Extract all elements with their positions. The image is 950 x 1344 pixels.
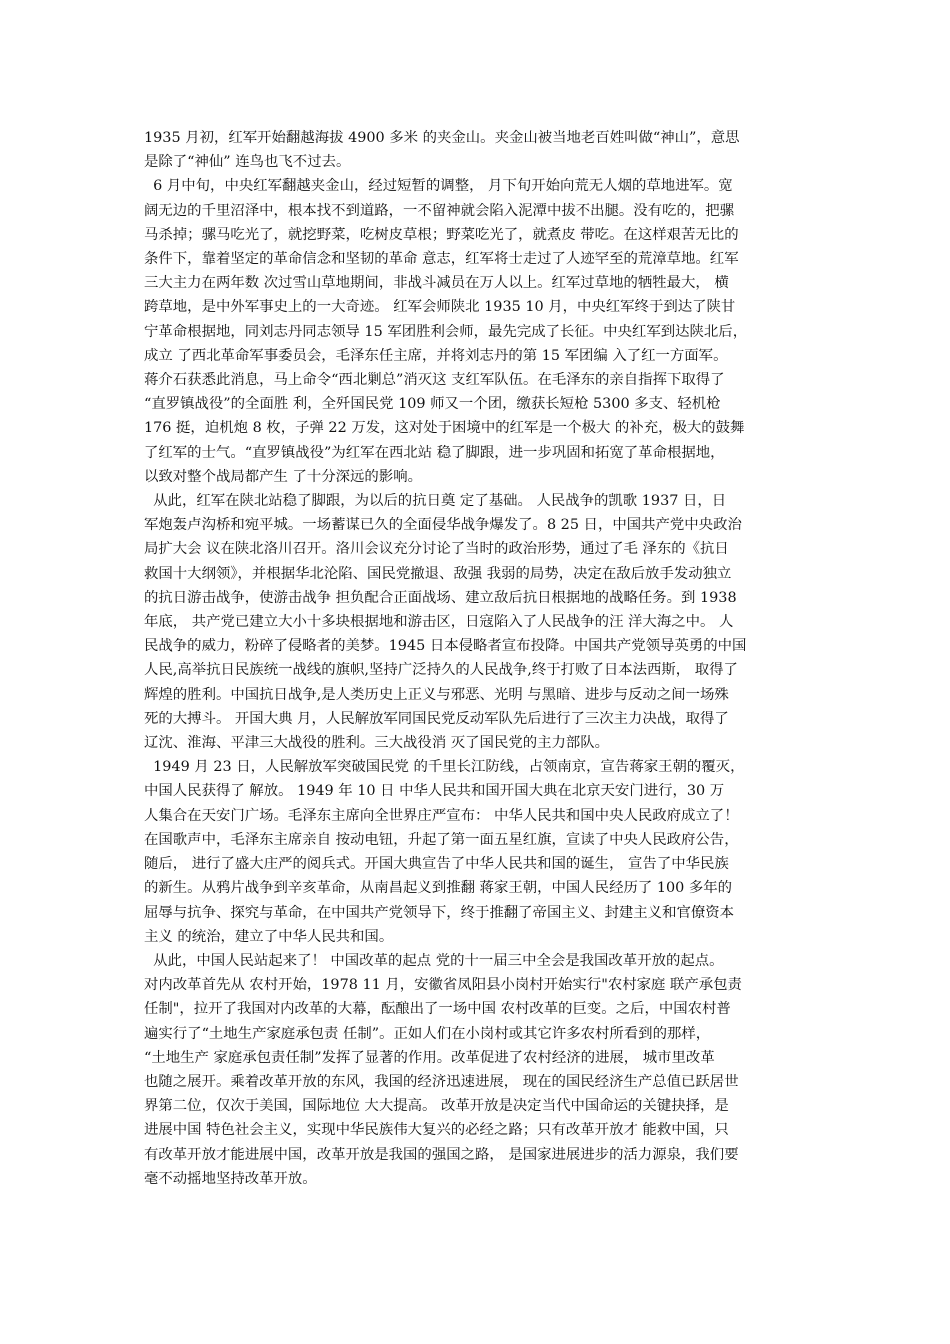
text-line: 随后， 进行了盛大庄严的阅兵式。开国大典宣告了中华人民共和国的诞生， 宣告了中华民族 bbox=[144, 856, 729, 873]
text-line: 辽沈、淮海、平津三大战役的胜利。三大战役消 灭了国民党的主力部队。 bbox=[144, 735, 610, 752]
text-line: 中国人民获得了 解放。 1949 年 10 日 中华人民共和国开国大典在北京天安门进行，30 万 bbox=[144, 783, 725, 800]
text-line: 有改革开放才能进展中国，改革开放是我国的强国之路， 是国家进展进步的活力源泉，我们要 bbox=[144, 1146, 739, 1163]
text-line: 也随之展开。乘着改革开放的东风，我国的经济迅速进展， 现在的国民经济生产总值已跃居世 bbox=[144, 1073, 739, 1090]
text-line: 的抗日游击战争，使游击战争 担负配合正面战场、建立敌后抗日根据地的战略任务。到 1938 bbox=[144, 589, 737, 606]
text-line: 对内改革首先从 农村开始，1978 11 月，安徽省凤阳县小岗村开始实行"农村家庭 联产承包责 bbox=[144, 977, 742, 994]
text-line: 民战争的威力，粉碎了侵略者的美梦。1945 日本侵略者宣布投降。中国共产党领导英勇的中国 bbox=[144, 638, 747, 655]
text-line: 在国歌声中，毛泽东主席亲自 按动电钮，升起了第一面五星红旗，宣读了中央人民政府公告， bbox=[144, 831, 739, 848]
text-line: 人民,高举抗日民族统一战线的旗帜,坚持广泛持久的人民战争,终于打败了日本法西斯， 取得了 bbox=[144, 662, 738, 679]
text-line: “土地生产 家庭承包责任制”发挥了显著的作用。改革促进了农村经济的进展， 城市里改革 bbox=[144, 1049, 715, 1066]
text-line: 屈辱与抗争、探究与革命，在中国共产党领导下，终于推翻了帝国主义、封建主义和官僚资本 bbox=[144, 904, 735, 921]
text-line: 辉煌的胜利。中国抗日战争,是人类历史上正义与邪恶、光明 与黑暗、进步与反动之间一场殊 bbox=[144, 686, 729, 703]
text-line: 救国十大纲领》，并根据华北沦陷、国民党撤退、敌强 我弱的局势，决定在敌后放手发动独立 bbox=[144, 565, 732, 582]
text-line: 蒋介石获悉此消息，马上命令“西北剿总”消灭这 支红军队伍。在毛泽东的亲自指挥下取得了 bbox=[144, 372, 725, 389]
text-line: “直罗镇战役”的全面胜 利，全歼国民党 109 师又一个团，缴获长短枪 5300 多支、轻机枪 bbox=[144, 396, 721, 413]
text-line: 6 月中旬，中央红军翻越夹金山，经过短暂的调整， 月下旬开始向荒无人烟的草地进军。宽 bbox=[144, 178, 733, 195]
text-line: 局扩大会 议在陕北洛川召开。洛川会议充分讨论了当时的政治形势，通过了毛 泽东的《抗日 bbox=[144, 541, 729, 558]
text-line: 遍实行了“土地生产家庭承包责 任制”。正如人们在小岗村或其它许多农村所看到的那样， bbox=[144, 1025, 711, 1042]
text-line: 从此，红军在陕北站稳了脚跟，为以后的抗日奠 定了基础。 人民战争的凯歌 1937 日，日 bbox=[144, 493, 727, 510]
text-line: 军炮轰卢沟桥和宛平城。一场蓄谋已久的全面侵华战争爆发了。8 25 日，中国共产党中央政治 bbox=[144, 517, 742, 534]
text-line: 界第二位，仅次于美国，国际地位 大大提高。 改革开放是决定当代中国命运的关键抉择，是 bbox=[144, 1098, 729, 1115]
text-line: 1949 月 23 日，人民解放军突破国民党 的千里长江防线，占领南京，宣告蒋家王朝的覆灭， bbox=[144, 759, 745, 776]
text-line: 了红军的士气。“直罗镇战役”为红军在西北站 稳了脚跟，进一步巩固和拓宽了革命根据地， bbox=[144, 444, 725, 461]
text-line: 1935 月初，红军开始翻越海拔 4900 多米 的夹金山。夹金山被当地老百姓叫做“神山”，意思 bbox=[144, 130, 740, 146]
text-line: 三大主力在两年数 次过雪山草地期间，非战斗减员在万人以上。红军过草地的牺牲最大， 横 bbox=[144, 275, 729, 292]
text-line: 毫不动摇地坚持改革开放。 bbox=[144, 1170, 317, 1187]
text-line: 人集合在天安门广场。毛泽东主席向全世界庄严宣布： 中华人民共和国中央人民政府成立了！ bbox=[144, 807, 739, 824]
document-body bbox=[144, 126, 809, 1191]
text-line: 马杀掉；骡马吃光了，就挖野菜，吃树皮草根；野菜吃光了，就煮皮 带吃。在这样艰苦无比的 bbox=[144, 226, 739, 243]
text-line: 进展中国 特色社会主义，实现中华民族伟大复兴的必经之路；只有改革开放才 能救中国，只 bbox=[144, 1122, 729, 1139]
text-line: 176 挺，迫机炮 8 枚，子弹 22 万发，这对处于困境中的红军是一个极大 的补充，极大的鼓舞 bbox=[144, 420, 745, 437]
text-line: 条件下，靠着坚定的革命信念和坚韧的革命 意志，红军将士走过了人迹罕至的荒漳草地。红军 bbox=[144, 251, 739, 268]
text-line: 任制"，拉开了我国对内改革的大幕，酝酿出了一场中国 农村改革的巨变。之后，中国农村普 bbox=[144, 1001, 731, 1018]
text-line: 年底， 共产党已建立大小十多块根据地和游击区，日寇陷入了人民战争的汪 洋大海之中。 人 bbox=[144, 614, 734, 631]
text-line: 死的大搏斗。 开国大典 月，人民解放军同国民党反动军队先后进行了三次主力决战，取得了 bbox=[144, 710, 729, 727]
text-line: 的新生。从鸦片战争到辛亥革命，从南昌起义到推翻 蒋家王朝，中国人民经历了 100 多年的 bbox=[144, 880, 733, 897]
text-line: 成立 了西北革命军事委员会，毛泽东任主席，并将刘志丹的第 15 军团编 入了红一方面军。 bbox=[144, 347, 728, 364]
text-line: 宁革命根据地，同刘志丹同志领导 15 军团胜利会师，最先完成了长征。中央红军到达陕北后， bbox=[144, 323, 748, 340]
text-line: 从此，中国人民站起来了！ 中国改革的起点 党的十一届三中全会是我国改革开放的起点。 bbox=[144, 952, 724, 969]
text-line: 以致对整个战局都产生 了十分深远的影响。 bbox=[144, 468, 422, 485]
text-line: 主义 的统治，建立了中华人民共和国。 bbox=[144, 928, 394, 945]
text-line: 跨草地，是中外军事史上的一大奇迹。 红军会师陕北 1935 10 月，中央红军终于到达了陕甘 bbox=[144, 299, 736, 316]
text-line: 是除了“神仙” 连鸟也飞不过去。 bbox=[144, 154, 351, 171]
text-line: 阔无边的千里沼泽中，根本找不到道路，一不留神就会陷入泥潭中拔不出腿。没有吃的，把骡 bbox=[144, 202, 735, 219]
